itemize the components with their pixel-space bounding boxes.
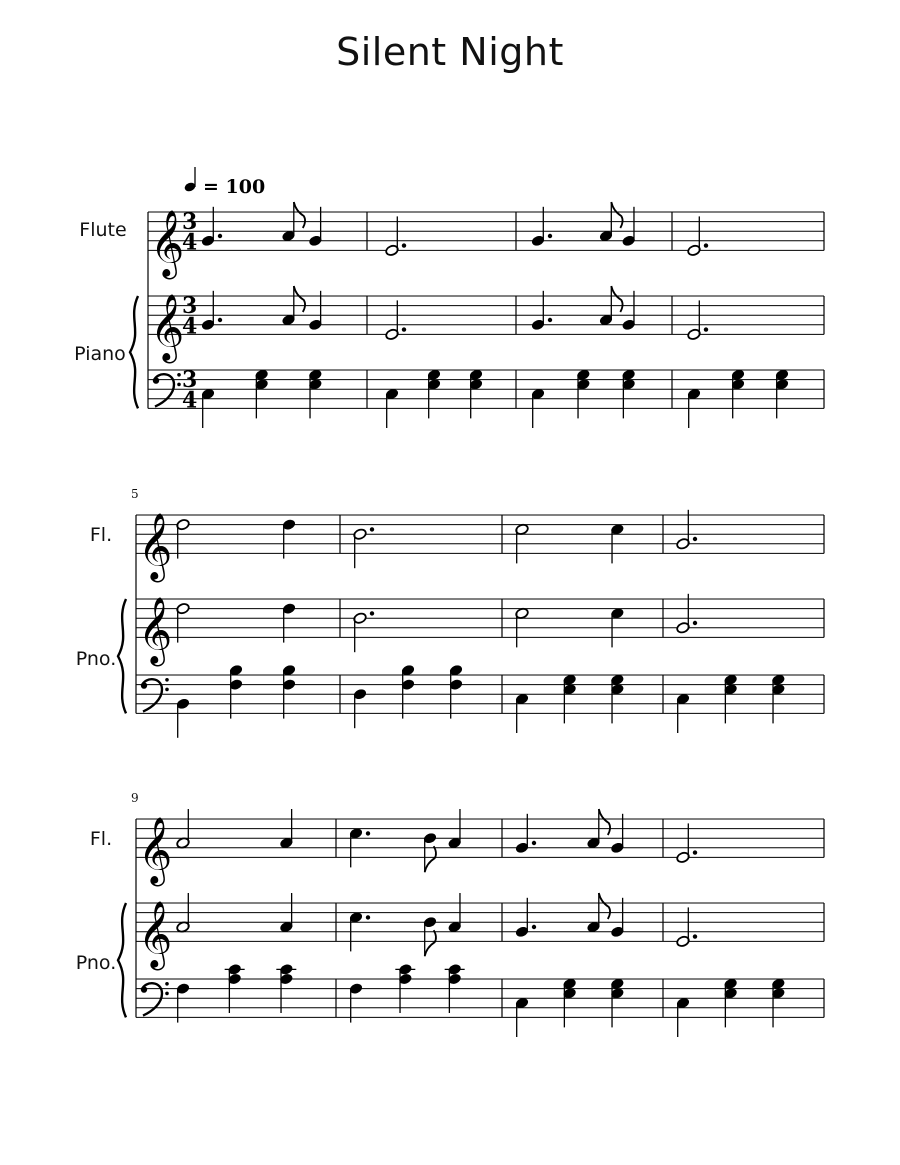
augmentation-dot (704, 327, 708, 331)
treble-clef: 𝄞 (150, 292, 185, 361)
eighth-flag (599, 809, 610, 835)
augmentation-dot (370, 611, 374, 615)
augmentation-dot (218, 318, 222, 322)
time-signature-beats: 3 (182, 367, 198, 394)
treble-clef: 𝄞 (150, 208, 185, 277)
augmentation-dot (366, 831, 370, 835)
instrument-abbr-piano: Pno. (75, 648, 117, 670)
augmentation-dot (366, 915, 370, 919)
augmentation-dot (548, 234, 552, 238)
bass-clef-dot (177, 373, 181, 377)
augmentation-dot (548, 318, 552, 322)
treble-clef: 𝄞 (138, 815, 173, 884)
bass-clef-head (141, 986, 147, 992)
time-signature-beat-type: 4 (182, 313, 198, 340)
piano-brace (130, 296, 138, 408)
augmentation-dot (370, 527, 374, 531)
treble-clef: 𝄞 (138, 899, 173, 968)
instrument-abbr-flute: Fl. (89, 828, 113, 850)
eighth-flag (294, 286, 305, 312)
bass-clef (141, 678, 169, 712)
eighth-flag (599, 893, 610, 919)
augmentation-dot (693, 850, 697, 854)
piano-brace (118, 903, 126, 1017)
eighth-flag (611, 202, 622, 228)
bass-clef-dot (165, 678, 169, 682)
instrument-name-flute: Flute (79, 219, 127, 241)
measure-number: 9 (131, 791, 139, 805)
augmentation-dot (693, 537, 697, 541)
instrument-abbr-flute: Fl. (89, 524, 113, 546)
bass-clef-head (141, 682, 147, 688)
treble-clef: 𝄞 (138, 511, 173, 580)
augmentation-dot (532, 925, 536, 929)
augmentation-dot (532, 841, 536, 845)
augmentation-dot (402, 243, 406, 247)
bass-clef-dot (165, 992, 169, 996)
bass-clef (153, 373, 181, 407)
bass-clef-dot (177, 383, 181, 387)
bass-clef (141, 982, 169, 1016)
instrument-name-piano: Piano (74, 343, 126, 365)
augmentation-dot (693, 621, 697, 625)
time-signature-beat-type: 4 (182, 229, 198, 256)
measure-number: 5 (131, 487, 139, 501)
tempo-marking: = 100 (203, 176, 266, 198)
eighth-flag (611, 286, 622, 312)
augmentation-dot (218, 234, 222, 238)
eighth-flag (425, 846, 436, 872)
augmentation-dot (693, 934, 697, 938)
instrument-abbr-piano: Pno. (75, 952, 117, 974)
bass-clef-dot (165, 982, 169, 986)
eighth-flag (294, 202, 305, 228)
time-signature-beats: 3 (182, 209, 198, 236)
bass-clef-dot (165, 688, 169, 692)
piano-brace (118, 599, 126, 713)
time-signature-beats: 3 (182, 293, 198, 320)
bass-clef-head (153, 377, 159, 383)
augmentation-dot (704, 243, 708, 247)
treble-clef: 𝄞 (138, 595, 173, 664)
eighth-flag (425, 930, 436, 956)
score-title: Silent Night (336, 30, 564, 74)
augmentation-dot (402, 327, 406, 331)
time-signature-beat-type: 4 (182, 387, 198, 414)
